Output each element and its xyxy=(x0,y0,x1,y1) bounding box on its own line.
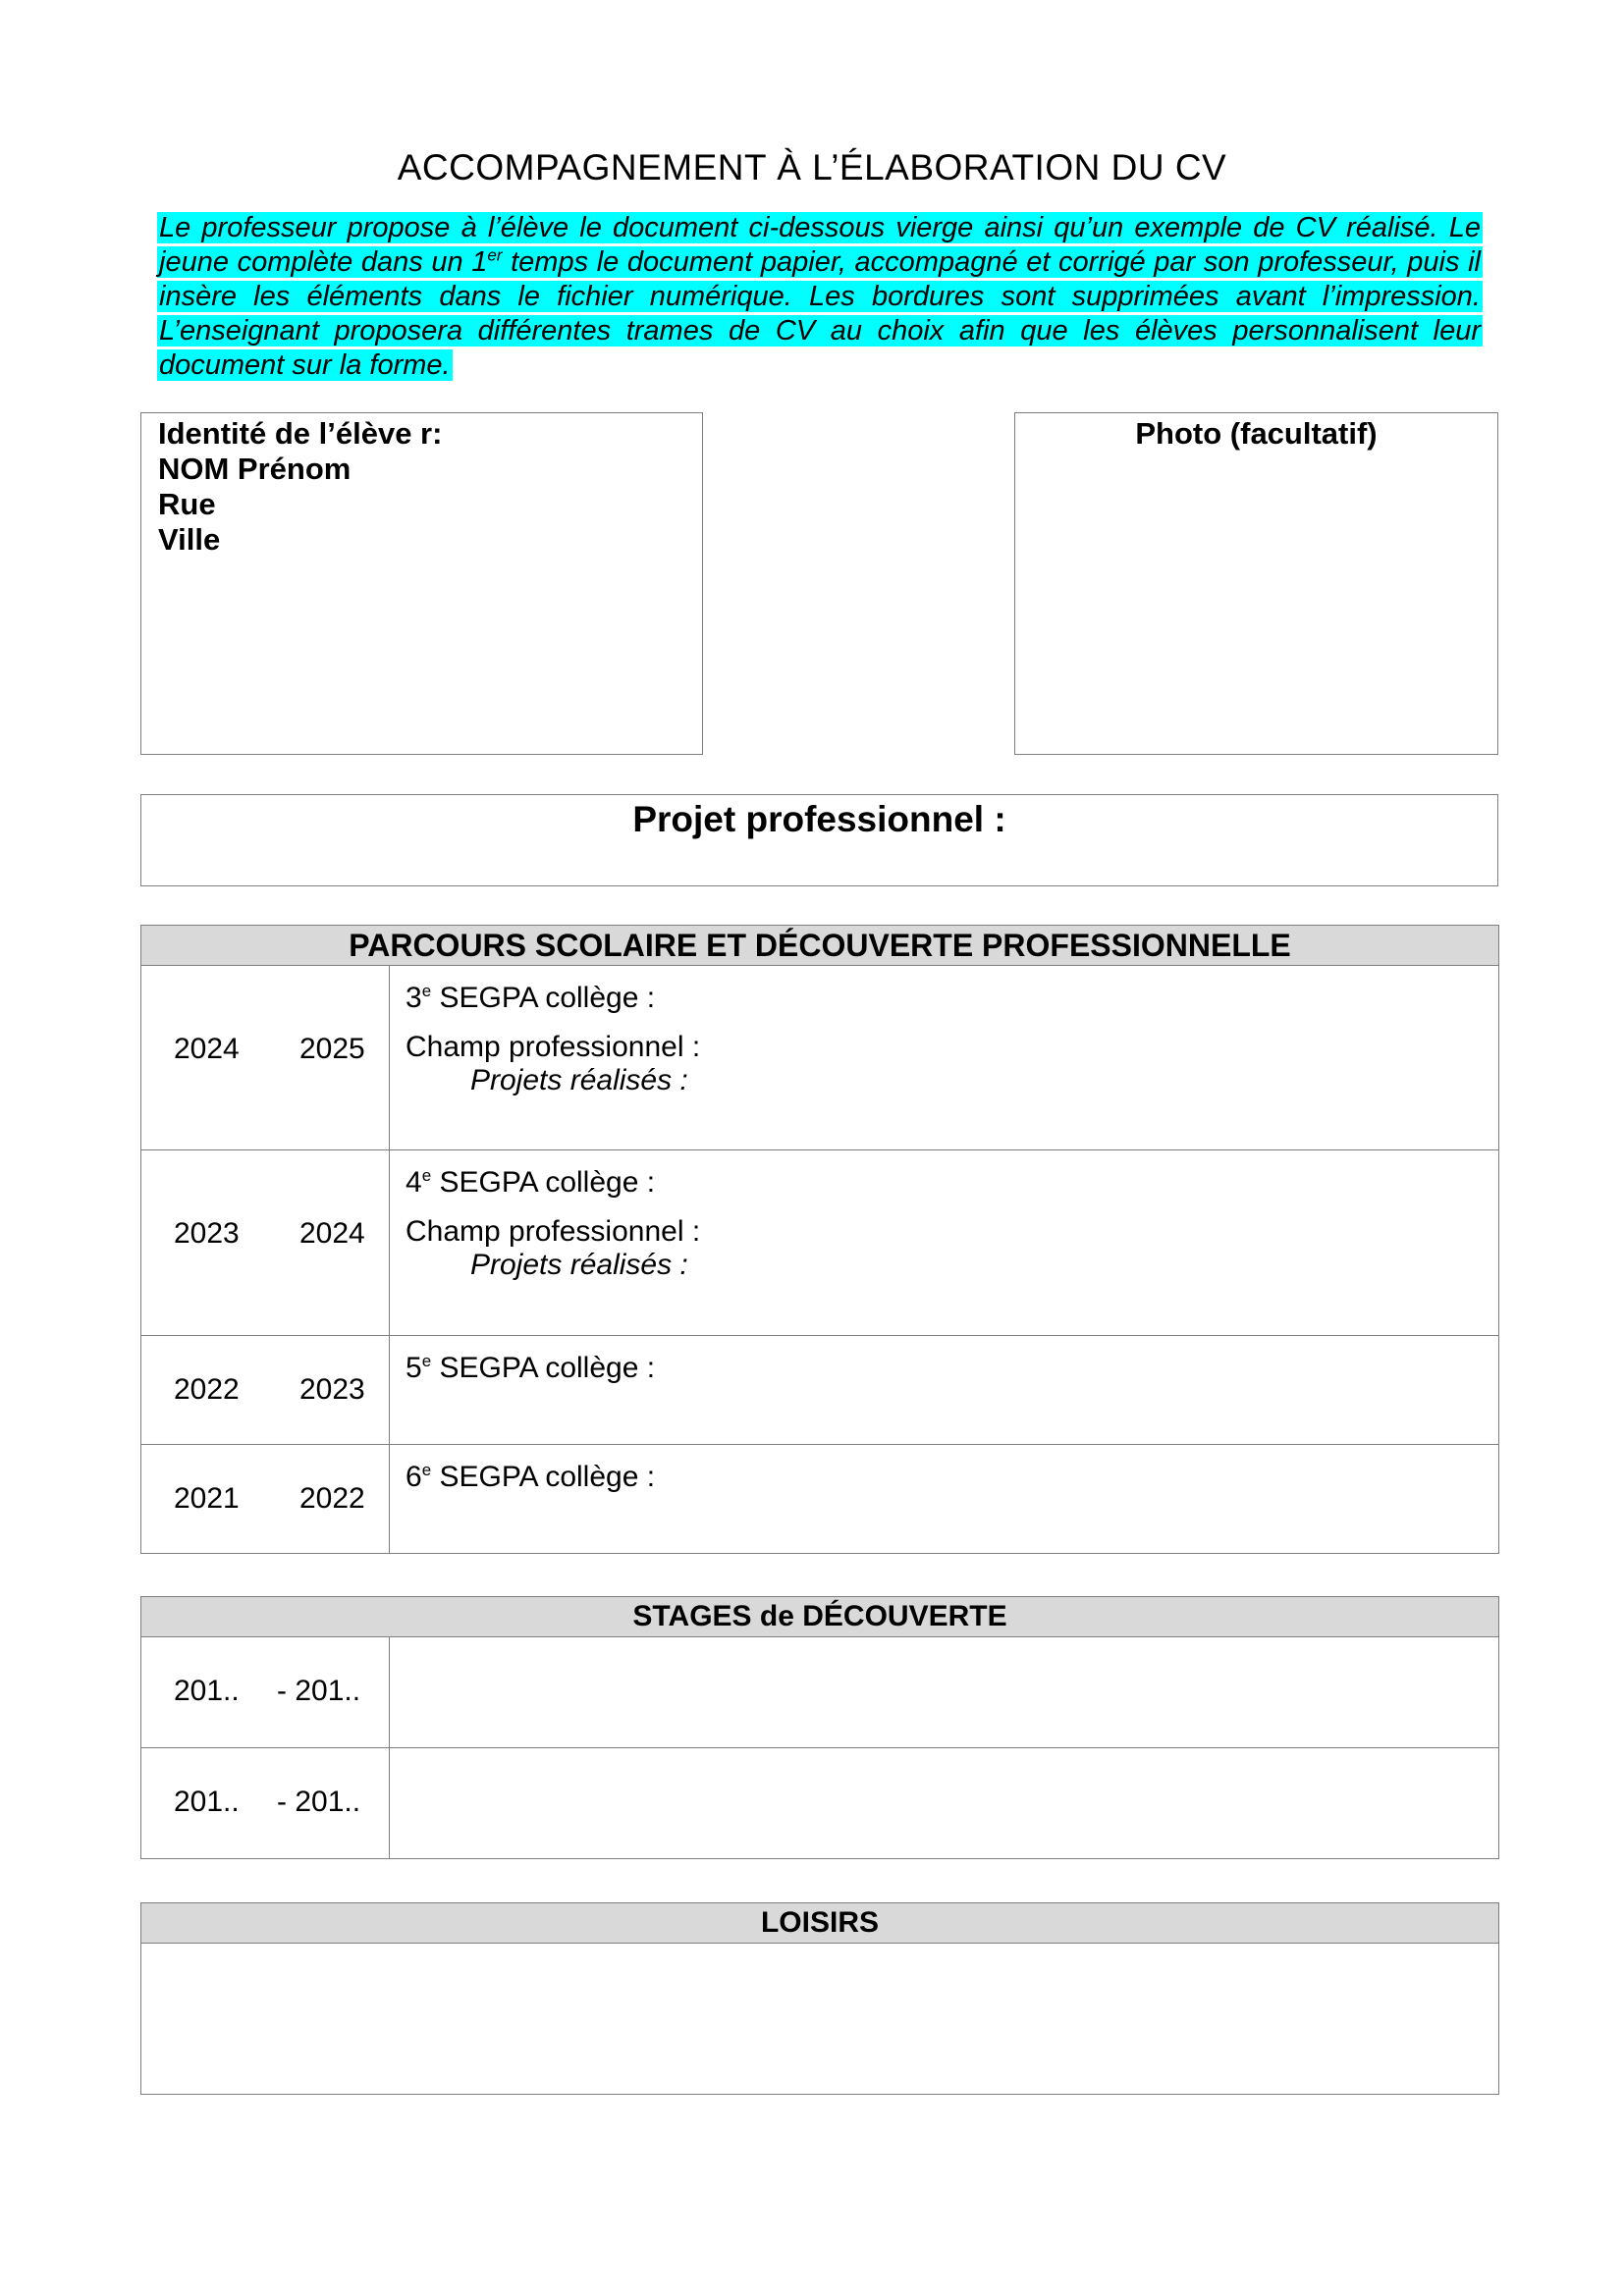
year-end: 2022 xyxy=(299,1482,365,1515)
table-row xyxy=(141,1445,1499,1554)
intro-text-part2: temps le document papier, accompagné et corrigé par son professeur, puis il insère les éléments dans le fichier numérique. Les bordures sont supprimées avant l’impression. L’enseignant proposera différentes trames de CV au choix afin que les élèves personnalisent leur document sur la forme. xyxy=(159,246,1481,381)
stages-table xyxy=(140,1596,1499,1859)
intro-text-part1: Le professeur propose à l’élève le document ci-dessous vierge ainsi qu’un exemple de CV réalisé. Le jeune complète dans un 1 xyxy=(159,212,1481,278)
parcours-header: PARCOURS SCOLAIRE ET DÉCOUVERTE PROFESSIONNELLE xyxy=(141,926,1499,966)
table-row xyxy=(141,966,1499,1150)
stage-date-cell xyxy=(141,1748,390,1859)
intro-highlight xyxy=(157,212,1483,381)
identity-street: Rue xyxy=(158,487,216,521)
identity-name: NOM Prénom xyxy=(158,452,352,486)
stage-date-start: 201.. xyxy=(174,1786,240,1818)
class-cell[interactable] xyxy=(390,966,1499,1150)
table-row xyxy=(141,1150,1499,1336)
year-cell xyxy=(141,1445,390,1554)
class-label: 4e SEGPA collège : xyxy=(406,1166,656,1199)
stage-date-cell xyxy=(141,1637,390,1748)
parcours-table xyxy=(140,925,1499,1554)
stage-date-end: - 201.. xyxy=(277,1786,361,1818)
stage-date-end: - 201.. xyxy=(277,1675,361,1707)
year-end: 2023 xyxy=(299,1373,365,1406)
page-title: ACCOMPAGNEMENT À L’ÉLABORATION DU CV xyxy=(397,147,1227,187)
loisirs-header: LOISIRS xyxy=(141,1903,1499,1944)
year-cell xyxy=(141,1150,390,1336)
photo-box[interactable] xyxy=(1014,412,1498,755)
champ-label: Champ professionnel : xyxy=(406,1031,701,1063)
photo-label: Photo (facultatif) xyxy=(1135,416,1378,451)
class-cell[interactable] xyxy=(390,1336,1499,1445)
stage-date-start: 201.. xyxy=(174,1675,240,1707)
year-end: 2024 xyxy=(299,1217,365,1250)
year-start: 2022 xyxy=(174,1373,240,1406)
stages-header: STAGES de DÉCOUVERTE xyxy=(141,1597,1499,1637)
class-cell[interactable] xyxy=(390,1150,1499,1336)
class-label: 3e SEGPA collège : xyxy=(406,982,656,1014)
year-cell xyxy=(141,966,390,1150)
projets-label: Projets réalisés : xyxy=(470,1249,688,1281)
stage-description-cell[interactable] xyxy=(390,1637,1499,1748)
year-start: 2023 xyxy=(174,1217,240,1250)
intro-superscript: er xyxy=(487,245,503,265)
year-start: 2024 xyxy=(174,1033,240,1065)
champ-label: Champ professionnel : xyxy=(406,1215,701,1248)
projet-label: Projet professionnel : xyxy=(632,799,1006,839)
year-end: 2025 xyxy=(299,1033,365,1065)
projets-label: Projets réalisés : xyxy=(470,1064,688,1096)
table-row xyxy=(141,1637,1499,1748)
year-start: 2021 xyxy=(174,1482,240,1515)
table-row xyxy=(141,1748,1499,1859)
loisirs-content-cell[interactable] xyxy=(141,1944,1499,2095)
loisirs-table xyxy=(140,1902,1499,2095)
year-cell xyxy=(141,1336,390,1445)
identity-city: Ville xyxy=(158,522,221,557)
projet-box[interactable] xyxy=(140,794,1498,886)
table-row xyxy=(141,1944,1499,2095)
identity-box[interactable] xyxy=(140,412,703,755)
class-label: 6e SEGPA collège : xyxy=(406,1461,656,1493)
intro-paragraph xyxy=(157,211,1483,383)
identity-heading: Identité de l’élève r: xyxy=(158,416,443,451)
class-label: 5e SEGPA collège : xyxy=(406,1352,656,1384)
table-row xyxy=(141,1336,1499,1445)
class-cell[interactable] xyxy=(390,1445,1499,1554)
stage-description-cell[interactable] xyxy=(390,1748,1499,1859)
